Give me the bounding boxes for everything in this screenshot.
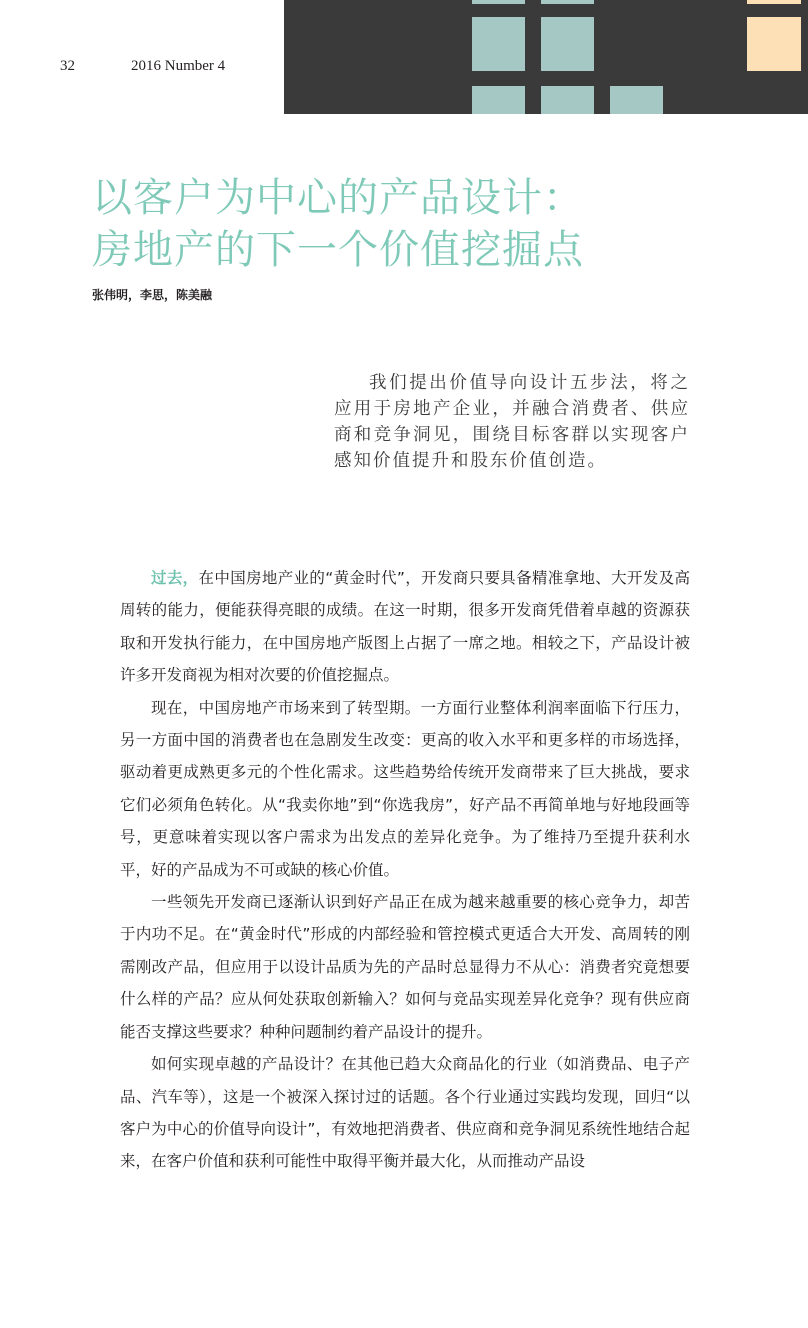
lead-word: 过去， <box>151 569 199 587</box>
issue-label: 2016 Number 4 <box>131 58 226 74</box>
body-paragraph: 过去，在中国房地产业的“黄金时代”，开发商只要具备精准拿地、大开发及高周转的能力，便能获得亮眼的成绩。在这一时期，很多开发商凭借着卓越的资源获取和开发执行能力，在中国房地产版图上占据了一席之地。相较之下，产品设计被许多开发商视为相对次要的价值挖掘点。 <box>120 569 690 685</box>
page-number: 32 <box>60 58 75 74</box>
article-body <box>120 562 690 1178</box>
article-title-line-1: 以客户为中心的产品设计： <box>92 175 584 221</box>
body-paragraph: 一些领先开发商已逐渐认识到好产品正在成为越来越重要的核心竞争力，却苦于内功不足。在“黄金时代”形成的内部经验和管控模式更适合大开发、高周转的刚需刚改产品，但应用于以设计品质为先的产品时总显得力不从心：消费者究竟想要什么样的产品？应从何处获取创新输入？如何与竞品实现差异化竞争？现有供应商能否支撑这些要求？种种问题制约着产品设计的提升。 <box>120 893 690 1041</box>
header-tile <box>610 86 663 114</box>
article-title-line-2: 房地产的下一个价值挖掘点 <box>92 227 584 273</box>
article-intro: 我们提出价值导向设计五步法，将之应用于房地产企业，并融合消费者、供应商和竞争洞见，围绕目标客群以实现客户感知价值提升和股东价值创造。 <box>334 373 690 471</box>
header-tile <box>541 86 594 114</box>
article-authors: 张伟明，李思，陈美融 <box>92 288 213 302</box>
body-paragraph: 如何实现卓越的产品设计？在其他已趋大众商品化的行业（如消费品、电子产品、汽车等），这是一个被深入探讨过的话题。各个行业通过实践均发现，回归“以客户为中心的价值导向设计”，有效地把消费者、供应商和竞争洞见系统性地结合起来，在客户价值和获利可能性中取得平衡并最大化，从而推动产品设 <box>120 1055 690 1171</box>
header-tile-highlight <box>747 17 801 71</box>
header-tile <box>472 17 525 71</box>
body-paragraph: 现在，中国房地产市场来到了转型期。一方面行业整体利润率面临下行压力，另一方面中国的消费者也在急剧发生改变：更高的收入水平和更多样的市场选择，驱动着更成熟更多元的个性化需求。这些趋势给传统开发商带来了巨大挑战，要求它们必须角色转化。从“我卖你地”到“你选我房”，好产品不再简单地与好地段画等号，更意味着实现以客户需求为出发点的差异化竞争。为了维持乃至提升获利水平，好的产品成为不可或缺的核心价值。 <box>120 698 690 879</box>
header-tile <box>541 0 594 4</box>
article-title <box>92 172 732 276</box>
header-decoration <box>284 0 808 114</box>
header-tile-highlight <box>747 0 801 4</box>
header-tile <box>472 86 525 114</box>
header-tile <box>541 17 594 71</box>
header-tile <box>472 0 525 4</box>
